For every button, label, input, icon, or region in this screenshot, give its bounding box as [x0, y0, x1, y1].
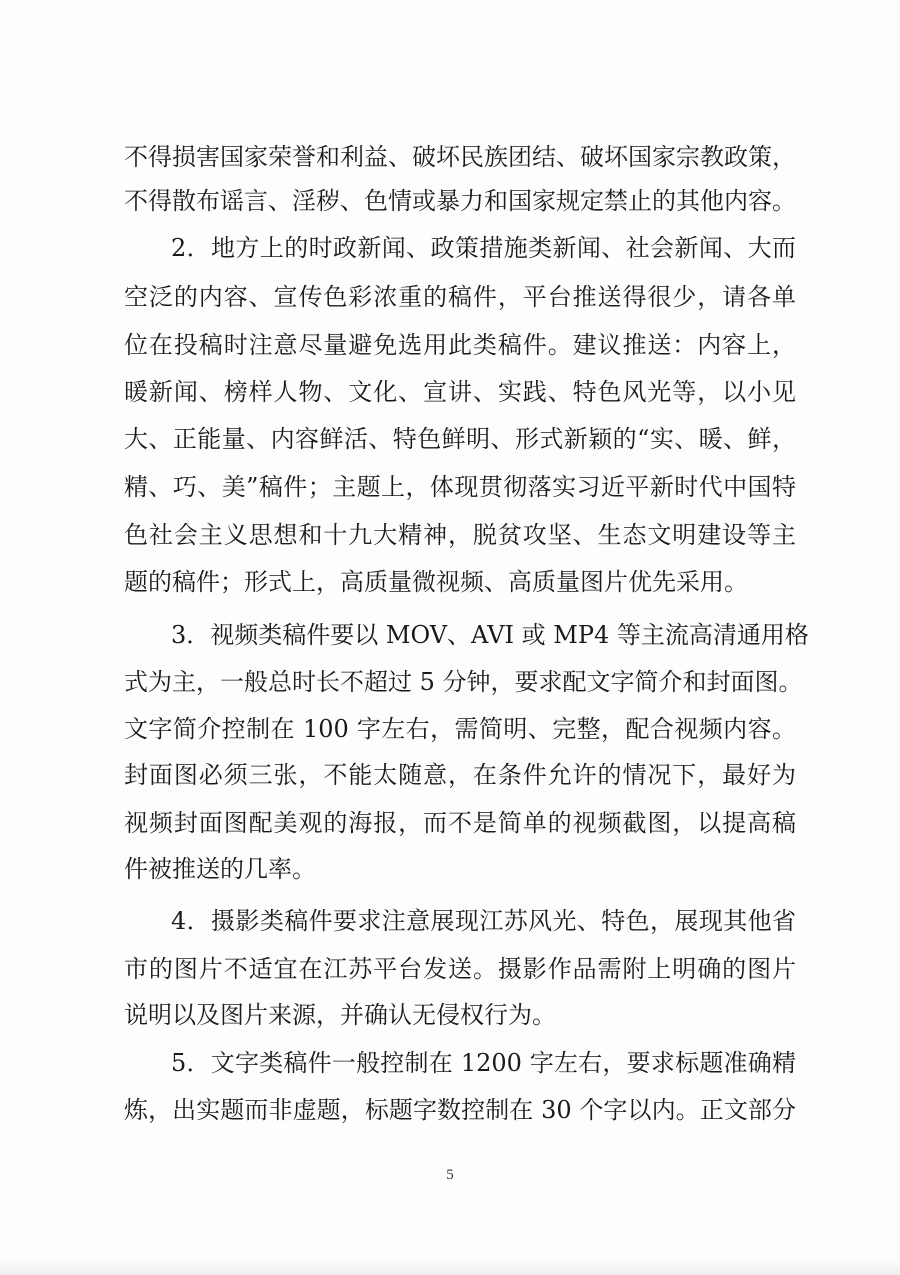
scan-shadow: [0, 1261, 900, 1275]
text-line: 位在投稿时注意尽量避免选用此类稿件。建议推送：内容上，: [124, 331, 796, 359]
text-line: 色社会主义思想和十九大精神，脱贫攻坚、生态文明建设等主: [124, 521, 796, 549]
paragraph-4-start: 4．摄影类稿件要求注意展现江苏风光、特色，展现其他省: [171, 907, 796, 935]
text-line: 炼，出实题而非虚题，标题字数控制在 30 个字以内。正文部分: [124, 1096, 796, 1124]
text-line: 说明以及图片来源，并确认无侵权行为。: [124, 1001, 556, 1029]
paragraph-2-start: 2．地方上的时政新闻、政策措施类新闻、社会新闻、大而: [171, 234, 796, 262]
text-line: 精、巧、美”稿件；主题上，体现贯彻落实习近平新时代中国特: [124, 473, 796, 501]
text-line: 视频封面图配美观的海报，而不是简单的视频截图，以提高稿: [124, 809, 796, 837]
text-line: 文字简介控制在 100 字左右，需简明、完整，配合视频内容。: [124, 715, 796, 743]
text-line: 题的稿件；形式上，高质量微视频、高质量图片优先采用。: [124, 568, 748, 596]
text-line: 式为主，一般总时长不超过 5 分钟，要求配文字简介和封面图。: [124, 668, 803, 696]
paragraph-5-start: 5．文字类稿件一般控制在 1200 字左右，要求标题准确精: [171, 1049, 796, 1077]
text-line: 件被推送的几率。: [124, 855, 316, 883]
text-line: 不得损害国家荣誉和利益、破坏民族团结、破坏国家宗教政策，: [124, 143, 796, 171]
text-line: 市的图片不适宜在江苏平台发送。摄影作品需附上明确的图片: [124, 955, 796, 983]
text-line: 不得散布谣言、淫秽、色情或暴力和国家规定禁止的其他内容。: [124, 187, 796, 215]
text-line: 暖新闻、榜样人物、文化、宣讲、实践、特色风光等，以小见: [124, 378, 796, 406]
page-number: 5: [446, 1167, 454, 1183]
text-line: 大、正能量、内容鲜活、特色鲜明、形式新颖的“实、暖、鲜，: [124, 425, 796, 453]
paragraph-3-start: 3．视频类稿件要以 MOV、AVI 或 MP4 等主流高清通用格: [171, 621, 809, 649]
text-line: 封面图必须三张，不能太随意，在条件允许的情况下，最好为: [124, 761, 796, 789]
text-line: 空泛的内容、宣传色彩浓重的稿件，平台推送得很少，请各单: [124, 283, 796, 311]
